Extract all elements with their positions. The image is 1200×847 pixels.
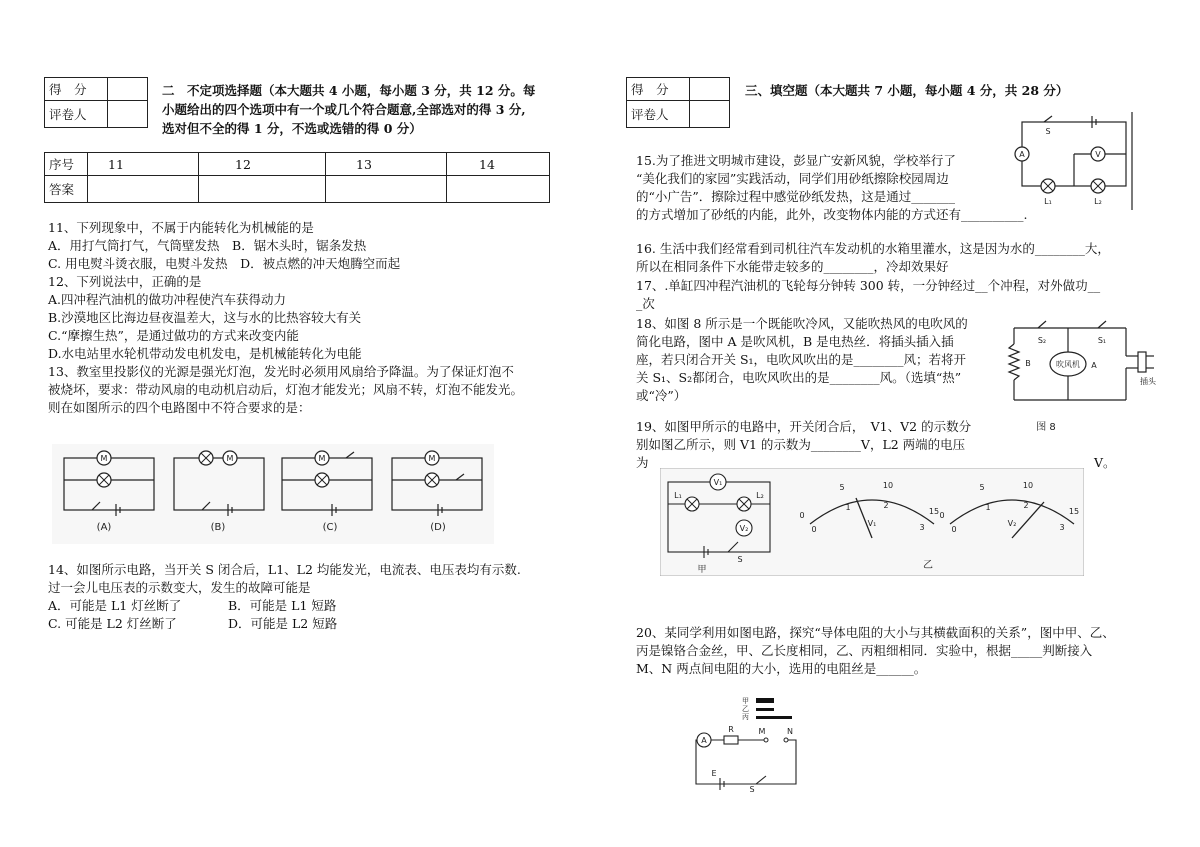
answer-table-row2-label: 答案 bbox=[45, 176, 88, 203]
q17-line1: 17、.单缸四冲程汽油机的飞轮每分钟转 300 转，一分钟经过__个冲程，对外做功__ bbox=[636, 278, 1101, 293]
section3-title: 三、填空题（本大题共 7 小题，每小题 4 分，共 28 分） bbox=[745, 83, 1069, 98]
q13-line1: 13、教室里投影仪的光源是强光灯泡，发光时必须用风扇给予降温。为了保证灯泡不 bbox=[48, 364, 514, 379]
score-label-right: 得 分 bbox=[627, 78, 690, 101]
q19-m2-inner-2: 2 bbox=[1023, 501, 1029, 510]
answer-table-row1-label: 序号 bbox=[45, 153, 88, 176]
score-cell[interactable] bbox=[108, 78, 148, 101]
q19-fig-l1: L₁ bbox=[674, 491, 682, 500]
q13-label-b: (B) bbox=[210, 522, 226, 533]
section2-title-1: 二 不定项选择题（本大题共 4 小题，每小题 3 分，共 12 分。每 bbox=[162, 83, 536, 98]
q19-m1-label: V₁ bbox=[867, 519, 877, 528]
q20-wire-bing bbox=[756, 716, 792, 719]
q18-line1: 18、如图 8 所示是一个既能吹冷风，又能吹热风的电吹风的 bbox=[636, 316, 968, 331]
q20-line2: 丙是镍铬合金丝，甲、乙长度相同，乙、丙粗细相同．实验中，根据_____判断接入 bbox=[636, 643, 1093, 658]
answer-col-11: 11 bbox=[88, 153, 199, 176]
score-box-left bbox=[44, 77, 148, 128]
answer-col-12: 12 bbox=[199, 153, 326, 176]
answer-cell-13[interactable] bbox=[326, 176, 447, 203]
q19-voltmeter-figure bbox=[660, 468, 1084, 576]
q19-m1-inner-0: 0 bbox=[811, 525, 817, 534]
score-box-right bbox=[626, 77, 730, 128]
q14-line1: 14、如图所示电路，当开关 S 闭合后，L1、L2 均能发光，电流表、电压表均有示数. bbox=[48, 562, 521, 577]
q19-m2-inner-1: 1 bbox=[985, 503, 991, 512]
q18-line4: 关 S₁、S₂都闭合，电吹风吹出的是________风。（选填“热” bbox=[636, 370, 962, 385]
q19-fig-s: S bbox=[737, 555, 743, 564]
q17-line2: _次 bbox=[636, 296, 655, 311]
q18-fig-a: A bbox=[1091, 361, 1097, 370]
q19-fig-v1-symbol: V₁ bbox=[713, 478, 723, 487]
q18-fig-b: B bbox=[1025, 359, 1031, 368]
q15-line3: 的“小广告”．擦除过程中感觉砂纸发热，这是通过_______ bbox=[636, 189, 956, 204]
q11-options-ab: A．用打气筒打气，气筒壁发热 B．锯木头时，锯条发热 bbox=[48, 238, 367, 253]
answer-col-14: 14 bbox=[447, 153, 550, 176]
q11-stem: 11、下列现象中，不属于内能转化为机械能的是 bbox=[48, 220, 314, 235]
q18-fig-s2: S₂ bbox=[1037, 336, 1047, 345]
q13-label-d: (D) bbox=[430, 522, 446, 533]
q20-fig-e: E bbox=[711, 769, 717, 778]
q19-fig-yi: 乙 bbox=[923, 560, 933, 571]
q16-line1: 16. 生活中我们经常看到司机往汽车发动机的水箱里灌水，这是因为水的________大， bbox=[636, 241, 1110, 256]
q13-motor-b: M bbox=[226, 454, 234, 463]
q14-line2: 过一会儿电压表的示数变大，发生的故障可能是 bbox=[48, 580, 311, 595]
q20-fig-r: R bbox=[728, 725, 734, 734]
q12-option-d: D.水电站里水轮机带动发电机发电，是机械能转化为电能 bbox=[48, 346, 362, 361]
q15-fig-l1: L₁ bbox=[1044, 197, 1052, 206]
q15-line4: 的方式增加了砂纸的内能，此外，改变物体内能的方式还有__________. bbox=[636, 207, 1028, 222]
q20-fig-m: M bbox=[758, 727, 766, 736]
q18-fig-fan: 吹风机 bbox=[1056, 360, 1080, 369]
grader-cell[interactable] bbox=[108, 101, 148, 128]
q12-option-b: B.沙漠地区比海边昼夜温差大，这与水的比热容较大有关 bbox=[48, 310, 362, 325]
q15-fig-v: V bbox=[1095, 150, 1101, 159]
q13-label-c: (C) bbox=[322, 522, 338, 533]
q19-line2: 别如图乙所示，则 V1 的示数为________V，L2 两端的电压 bbox=[636, 437, 966, 452]
grader-label: 评卷人 bbox=[45, 101, 108, 128]
q18-hair-dryer-figure bbox=[1004, 316, 1164, 436]
answer-col-13: 13 bbox=[326, 153, 447, 176]
grader-cell-right[interactable] bbox=[690, 101, 730, 128]
q11-options-cd: C. 用电熨斗烫衣服，电熨斗发热 D．被点燃的冲天炮腾空而起 bbox=[48, 256, 401, 271]
q19-m1-outer-10: 10 bbox=[882, 481, 894, 490]
q13-label-a: (A) bbox=[96, 522, 112, 533]
q19-fig-v2-symbol: V₂ bbox=[739, 524, 749, 533]
q14-option-c: C. 可能是 L2 灯丝断了 bbox=[48, 616, 177, 631]
q19-unit: V。 bbox=[1094, 455, 1116, 470]
q19-fig-l2: L₂ bbox=[756, 491, 764, 500]
answer-table bbox=[44, 152, 550, 203]
grader-label-right: 评卷人 bbox=[627, 101, 690, 128]
answer-cell-12[interactable] bbox=[199, 176, 326, 203]
q19-m2-outer-15: 15 bbox=[1068, 507, 1080, 516]
q19-m1-outer-5: 5 bbox=[839, 483, 845, 492]
q20-fig-a: A bbox=[701, 736, 707, 745]
q19-m1-outer-0: 0 bbox=[799, 511, 805, 520]
q19-m1-inner-3: 3 bbox=[919, 523, 925, 532]
q15-line2: “美化我们的家园”实践活动，同学们用砂纸擦除校园周边 bbox=[636, 171, 949, 186]
q20-line1: 20、某同学利用如图电路，探究“导体电阻的大小与其横截面积的关系”，图中甲、乙、 bbox=[636, 625, 1115, 640]
q12-stem: 12、下列说法中，正确的是 bbox=[48, 274, 202, 289]
q13-motor-d: M bbox=[428, 454, 436, 463]
q19-m2-label: V₂ bbox=[1007, 519, 1017, 528]
q20-fig-s: S bbox=[749, 785, 755, 794]
q18-fig-caption: 图 8 bbox=[1036, 422, 1056, 433]
q13-line2: 被烧坏，要求：带动风扇的电动机启动后，灯泡才能发光；风扇不转，灯泡不能发光。 bbox=[48, 382, 524, 397]
q13-motor-a: M bbox=[100, 454, 108, 463]
q13-circuits-figure bbox=[52, 444, 494, 544]
answer-cell-14[interactable] bbox=[447, 176, 550, 203]
score-cell-right[interactable] bbox=[690, 78, 730, 101]
q19-m2-inner-0: 0 bbox=[951, 525, 957, 534]
q19-m2-outer-10: 10 bbox=[1022, 481, 1034, 490]
q15-circuit-figure bbox=[1010, 112, 1136, 210]
q19-m1-outer-15: 15 bbox=[928, 507, 940, 516]
q18-fig-s1: S₁ bbox=[1097, 336, 1107, 345]
q19-m2-outer-5: 5 bbox=[979, 483, 985, 492]
q19-m1-inner-1: 1 bbox=[845, 503, 851, 512]
q15-fig-l2: L₂ bbox=[1094, 197, 1102, 206]
q20-line3: M、N 两点间电阻的大小，选用的电阻丝是______。 bbox=[636, 661, 927, 676]
q19-line3: 为 bbox=[636, 455, 649, 470]
q19-m2-outer-0: 0 bbox=[939, 511, 945, 520]
q18-line2: 简化电路，图中 A 是吹风机，B 是电热丝．将插头插入插 bbox=[636, 334, 954, 349]
q20-wire-jia bbox=[756, 698, 774, 703]
section2-title-3: 选对但不全的得 1 分，不选或选错的得 0 分） bbox=[162, 121, 422, 136]
q19-line1: 19、如图甲所示的电路中，开关闭合后， V1、V2 的示数分 bbox=[636, 419, 972, 434]
q19-m2-inner-3: 3 bbox=[1059, 523, 1065, 532]
score-label: 得 分 bbox=[45, 78, 108, 101]
q16-line2: 所以在相同条件下水能带走较多的________，冷却效果好 bbox=[636, 259, 949, 274]
q15-line1: 15.为了推进文明城市建设，彭显广安新风貌，学校举行了 bbox=[636, 153, 956, 168]
q18-line3: 座，若只闭合开关 S₁，电吹风吹出的是________风；若将开 bbox=[636, 352, 967, 367]
q19-fig-jia: 甲 bbox=[697, 565, 707, 575]
q20-fig-n: N bbox=[787, 727, 793, 736]
q14-option-b: B．可能是 L1 短路 bbox=[228, 598, 337, 613]
q20-wire-yi bbox=[756, 708, 774, 711]
q20-fig-jia: 甲 bbox=[742, 697, 749, 705]
q18-fig-plug: 插头 bbox=[1140, 377, 1156, 386]
q12-option-c: C.“摩擦生热”，是通过做功的方式来改变内能 bbox=[48, 328, 299, 343]
q20-fig-yi: 乙 bbox=[742, 705, 749, 713]
q15-fig-a: A bbox=[1019, 150, 1025, 159]
q14-option-d: D．可能是 L2 短路 bbox=[228, 616, 338, 631]
q14-option-a: A．可能是 L1 灯丝断了 bbox=[48, 598, 182, 613]
q20-fig-bing: 丙 bbox=[742, 713, 749, 721]
q20-resistance-figure bbox=[686, 690, 806, 794]
q15-fig-s: S bbox=[1045, 127, 1051, 136]
section2-title-2: 小题给出的四个选项中有一个或几个符合题意,全部选对的得 3 分, bbox=[162, 102, 526, 117]
q13-line3: 则在如图所示的四个电路图中不符合要求的是： bbox=[48, 400, 311, 415]
q13-motor-c: M bbox=[318, 454, 326, 463]
q12-option-a: A.四冲程汽油机的做功冲程使汽车获得动力 bbox=[48, 292, 287, 307]
q19-m1-inner-2: 2 bbox=[883, 501, 889, 510]
q18-line5: 或“冷”） bbox=[636, 388, 687, 403]
answer-cell-11[interactable] bbox=[88, 176, 199, 203]
